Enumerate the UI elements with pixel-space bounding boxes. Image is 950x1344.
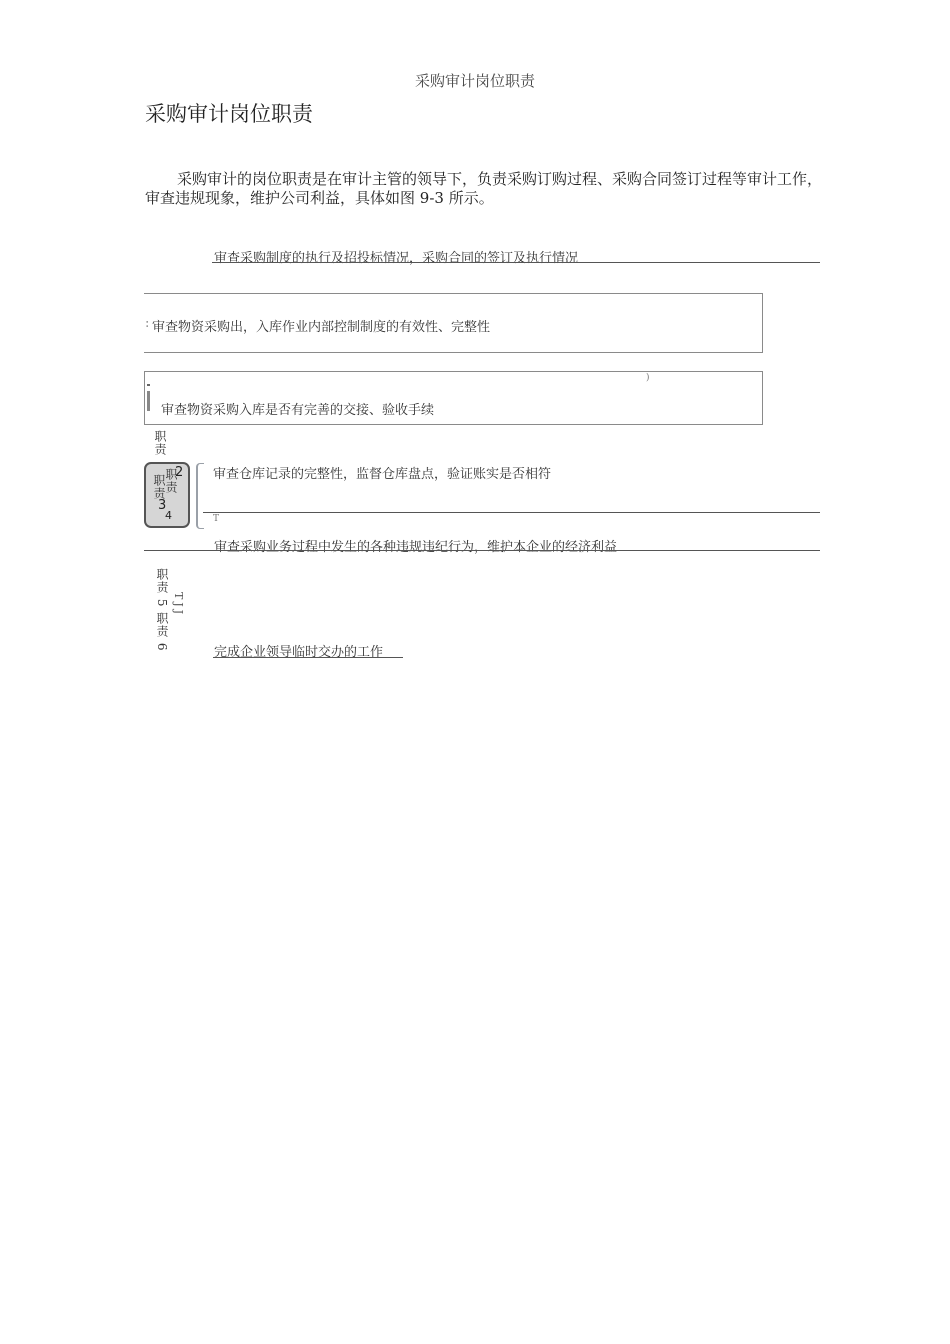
- duty-label-top: 职责: [153, 430, 167, 456]
- duty-2-prefix: :: [145, 316, 150, 331]
- duty-5-underline: [144, 550, 820, 551]
- duty-4-bracket: [196, 463, 204, 529]
- duty-5-text: 审查采购业务过程中发生的各种违规违纪行为，维护本企业的经济利益: [214, 540, 618, 555]
- duty-3-corner-mark: ): [646, 373, 650, 383]
- duty-6-text: 完成企业领导临时交办的工作: [214, 645, 384, 660]
- duty-label-6: 职责 6: [155, 612, 169, 652]
- duty-4-text: 审查仓库记录的完整性，监督仓库盘点，验证账实是否相符: [213, 467, 552, 482]
- duty-4-tick: T: [213, 514, 220, 524]
- intro-paragraph: 采购审计的岗位职责是在审计主管的领导下，负责采购订购过程、采购合同签订过程等审计工作，审查违规现象，维护公司利益，具体如图 9-3 所示。: [145, 170, 823, 207]
- pill-number-3: 3: [158, 498, 167, 513]
- duty-lower-marks: TJJ: [172, 592, 185, 618]
- duty-6-underline: [213, 657, 403, 658]
- duty-1-underline: [212, 262, 820, 263]
- duty-label-5: 职责 5: [155, 568, 169, 608]
- running-header: 采购审计岗位职责: [414, 72, 535, 90]
- pill-label-b: 职责: [164, 468, 178, 494]
- duty-1-text: 审查采购制度的执行及招投标情况，采购合同的签订及执行情况: [214, 251, 579, 266]
- duty-2-text: 审查物资采购出，入库作业内部控制制度的有效性、完整性: [152, 320, 491, 335]
- duty-3-dot: [147, 384, 150, 386]
- pill-number-2: 2: [175, 465, 184, 480]
- pill-label-a: 职责: [152, 474, 166, 500]
- duty-3-text: 审查物资采购入库是否有完善的交接、验收手续: [161, 403, 435, 418]
- duty-3-marker: [147, 391, 150, 411]
- pill-number-4: 4: [165, 509, 172, 522]
- document-title: 采购审计岗位职责: [145, 102, 313, 126]
- duty-4-underline: [203, 512, 820, 513]
